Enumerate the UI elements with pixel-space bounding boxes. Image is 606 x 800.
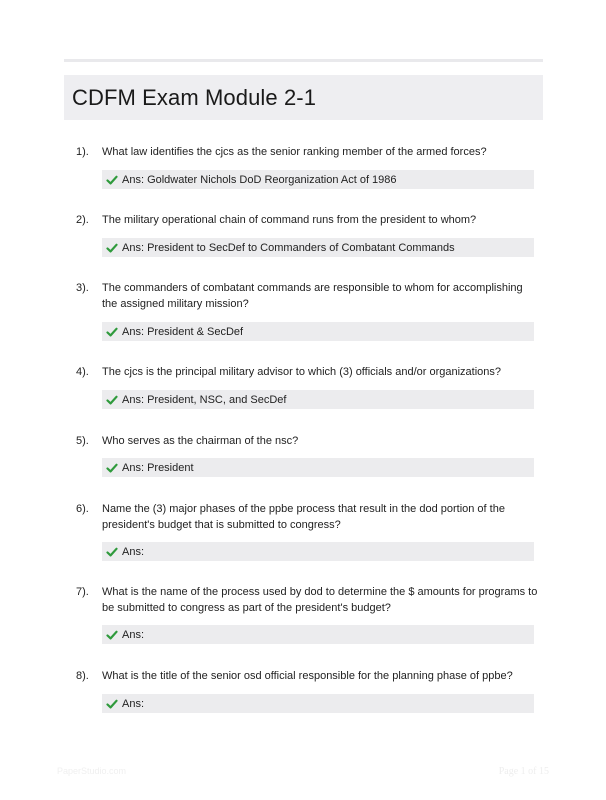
answer-text: Ans: — [122, 545, 145, 558]
answer-box — [102, 694, 534, 713]
page-title: CDFM Exam Module 2-1 — [72, 84, 317, 110]
answer-text: Ans: President, NSC, and SecDef — [122, 393, 287, 406]
question-number: 5). — [76, 435, 89, 447]
answer-box — [102, 238, 534, 257]
check-icon — [106, 698, 118, 710]
check-icon — [106, 174, 118, 186]
answer-box — [102, 322, 534, 341]
check-icon — [106, 462, 118, 474]
check-icon — [106, 394, 118, 406]
answer-text: Ans: — [122, 628, 145, 641]
question-number: 4). — [76, 366, 89, 378]
answer-text: Ans: — [122, 697, 145, 710]
question-number: 3). — [76, 282, 89, 294]
question-number: 2). — [76, 214, 89, 226]
question-number: 7). — [76, 586, 89, 598]
answer-text: Ans: President to SecDef to Commanders of Combatant Commands — [122, 241, 455, 254]
question-text: What is the title of the senior osd official responsible for the planning phase of ppbe? — [102, 670, 513, 682]
footer-watermark: PaperStudio.com — [57, 766, 127, 776]
question-number: 6). — [76, 503, 89, 515]
check-icon — [106, 326, 118, 338]
check-icon — [106, 546, 118, 558]
title-band — [64, 75, 543, 120]
question-text: The cjcs is the principal military advisor to which (3) officials and/or organizations? — [102, 366, 502, 378]
question-text: The commanders of combatant commands are responsible to whom for accomplishing the assigned military mission? — [102, 282, 523, 310]
answer-text: Ans: Goldwater Nichols DoD Reorganization Act of 1986 — [122, 173, 397, 186]
top-divider — [64, 59, 543, 62]
question-text: The military operational chain of command runs from the president to whom? — [102, 214, 477, 226]
question-number: 1). — [76, 146, 89, 158]
check-icon — [106, 629, 118, 641]
answer-text: Ans: President & SecDef — [122, 325, 244, 338]
question-text: Who serves as the chairman of the nsc? — [102, 435, 299, 447]
question-text: Name the (3) major phases of the ppbe process that result in the dod portion of the president's budget that is submitted to congress? — [102, 503, 505, 531]
answer-box — [102, 390, 534, 409]
answer-box — [102, 170, 534, 189]
question-text: What is the name of the process used by dod to determine the $ amounts for programs to be submitted to congress as part of the president's budget? — [102, 586, 538, 614]
answer-box — [102, 542, 534, 561]
check-icon — [106, 242, 118, 254]
question-text: What law identifies the cjcs as the senior ranking member of the armed forces? — [102, 146, 487, 158]
answer-box — [102, 625, 534, 644]
answer-text: Ans: President — [122, 461, 194, 474]
question-number: 8). — [76, 670, 89, 682]
page-number: Page 1 of 15 — [498, 766, 549, 777]
answer-box — [102, 458, 534, 477]
